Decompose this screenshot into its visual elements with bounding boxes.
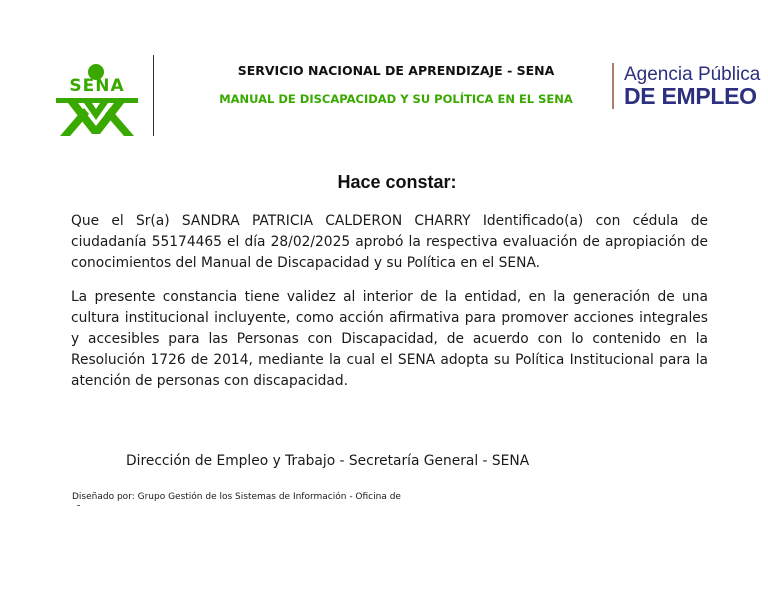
sena-figure-icon (54, 62, 140, 138)
agency-logo-line1: Agencia Pública (624, 64, 761, 85)
footer-department: Dirección de Empleo y Trabajo - Secretaría General - SENA (126, 453, 530, 469)
header-subtitle: MANUAL DE DISCAPACIDAD Y SU POLÍTICA EN EL SENA (219, 92, 573, 106)
header-title: SERVICIO NACIONAL DE APRENDIZAJE - SENA (237, 63, 555, 78)
certificate-heading: Hace constar: (337, 172, 457, 192)
footer-designed-by: Diseñado por: Grupo Gestión de los Sistemas de Información - Oficina de (72, 492, 401, 502)
sena-logo (54, 62, 140, 138)
sena-logo-text: SENA (69, 76, 125, 96)
footer-mark (77, 505, 80, 506)
certificate-paragraph-1: Que el Sr(a) SANDRA PATRICIA CALDERON CHARRY Identificado(a) con cédula de ciudadanía 55174465 el día 28/02/2025 aprobó la respectiva evaluación de apropiación de conocimientos del Manual de Discapacidad y su Política en el SENA. (71, 213, 708, 271)
header-divider-right (612, 63, 614, 109)
header-divider-left (153, 55, 154, 136)
agency-logo-line2: DE EMPLEO (624, 83, 757, 109)
certificate-paragraph-2: La presente constancia tiene validez al interior de la entidad, en la generación de una cultura institucional incluyente, como acción afirmativa para promover acciones integrales y accesibles para las Personas con Discapacidad, de acuerdo con lo contenido en la Resolución 1726 de 2014, mediante la cual el SENA adopta su Política Institucional para la atención de personas con discapacidad. (71, 289, 708, 389)
